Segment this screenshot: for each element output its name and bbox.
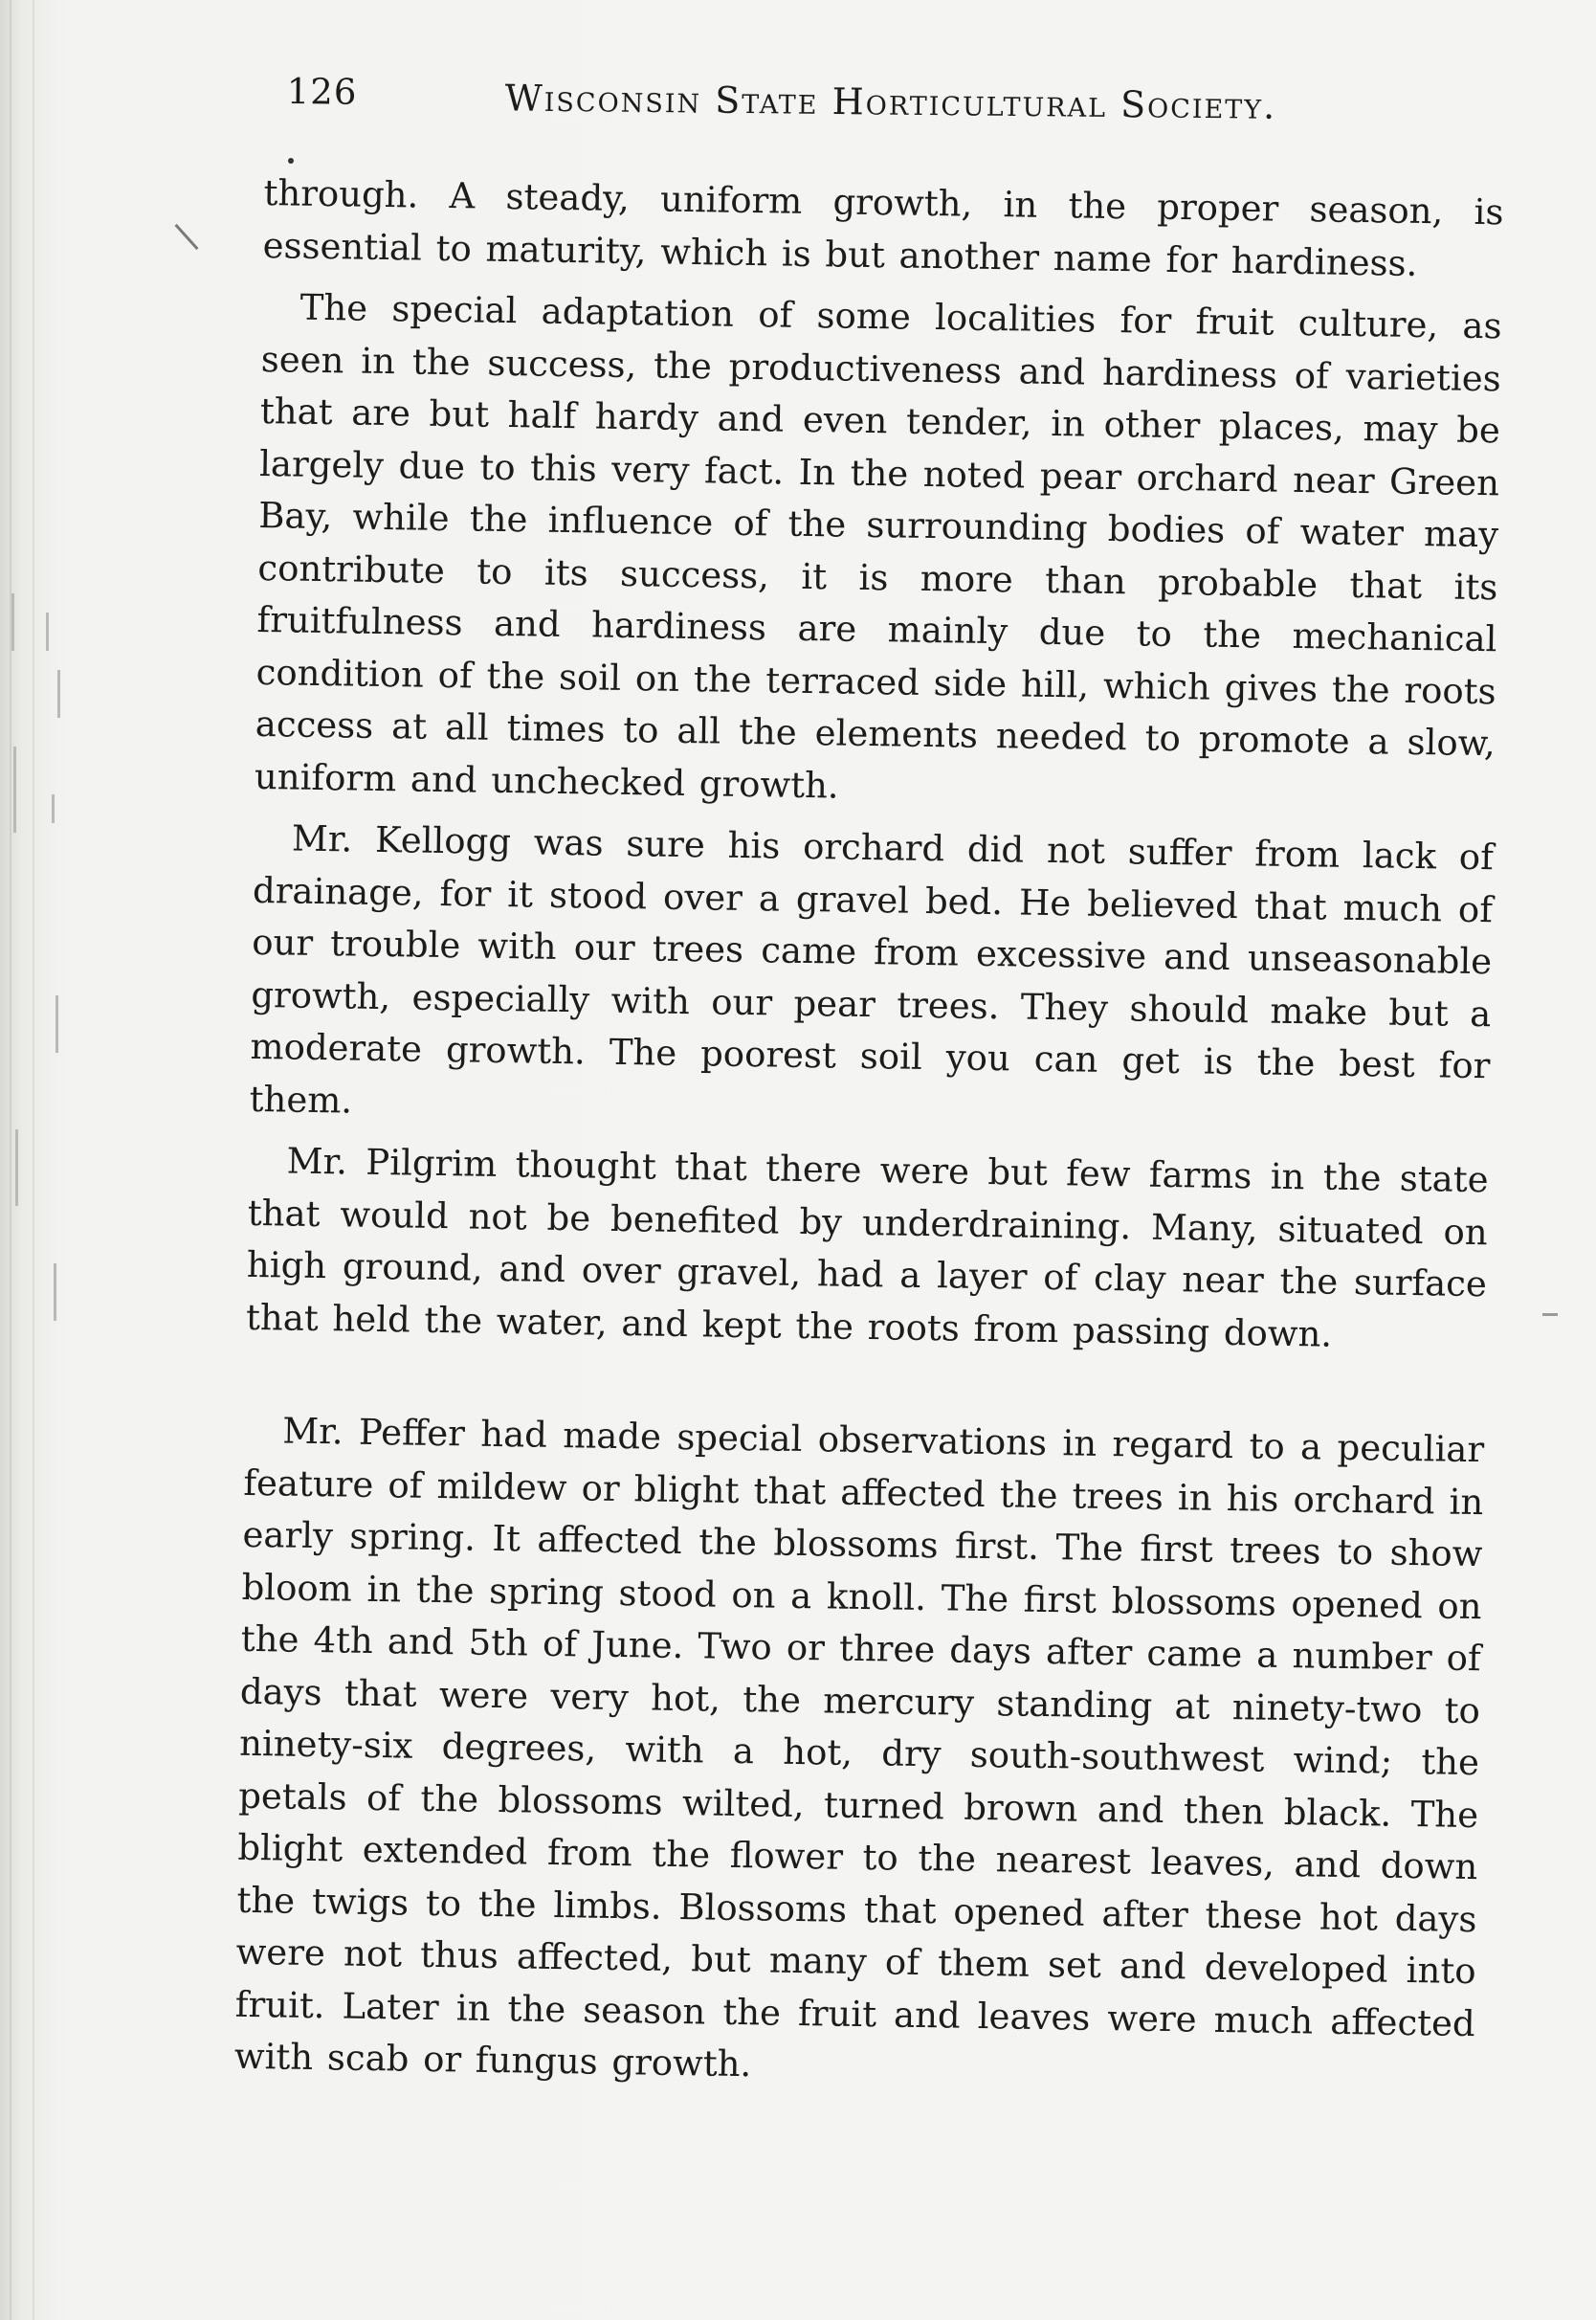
paragraph-special-adaptation: The special adaptation of some localities for fruit culture, as seen in the success, the productiveness and hardiness of varieties that are but half hardy and even tender, in other places, may be largely due to this very fact. In the noted pear orchard near Green Bay, while the influence of the surrounding bodies of water may contribute to its success, it is more than probable that its fruitfulness and hardiness are mainly due to the mechanical condition of the soil on the terraced side hill, which gives the roots access at all times to all the elements needed to promote a slow, uniform and unchecked growth. bbox=[254, 286, 1502, 807]
page-header bbox=[286, 71, 1320, 148]
paragraph-continuation: through. A steady, uniform growth, in the proper season, is essential to maturity, which is but another name for hardiness. bbox=[262, 171, 1504, 284]
body-text bbox=[234, 167, 1504, 2103]
printer-dot bbox=[288, 158, 294, 164]
margin-pencil-mark bbox=[175, 224, 199, 250]
page-number: 126 bbox=[286, 71, 358, 113]
paragraph-mr-pilgrim: Mr. Pilgrim thought that there were but few farms in the state that would not be benefited by underdraining. Many, situated on high ground, and over gravel, had a layer of clay near the surface that held the water, and kept the roots from passing down. bbox=[245, 1140, 1489, 1355]
margin-dash-mark bbox=[1542, 1313, 1558, 1316]
binding-stitch-marks bbox=[8, 593, 65, 1359]
paragraph-mr-peffer: Mr. Peffer had made special observations in regard to a peculiar feature of mildew or blight that affected the trees in his orchard in early spring. It affected the blossoms first. The first trees to show bloom in the spring stood on a knoll. The first blossoms opened on the 4th and 5th of June. Two or three days after came a number of days that were very hot, the mercury standing at ninety-two to ninety-six degrees, with a hot, dry south-southwest wind; the petals of the blossoms wilted, turned brown and then black. The blight extended from the flower to the nearest leaves, and down the twigs to the limbs. Blossoms that opened after these hot days were not thus affected, but many of them set and developed into fruit. Later in the season the fruit and leaves were much affected with scab or fungus growth. bbox=[233, 1410, 1485, 2086]
paragraph-mr-kellogg: Mr. Kellogg was sure his orchard did not suffer from lack of drainage, for it stood over a gravel bed. He believed that much of our trouble with our trees came from excessive and unseasonable growth, especially with our pear trees. They should make but a moderate growth. The poorest soil you can get is the best for them. bbox=[249, 817, 1495, 1122]
running-title: Wisconsin State Horticultural Society. bbox=[504, 77, 1277, 127]
